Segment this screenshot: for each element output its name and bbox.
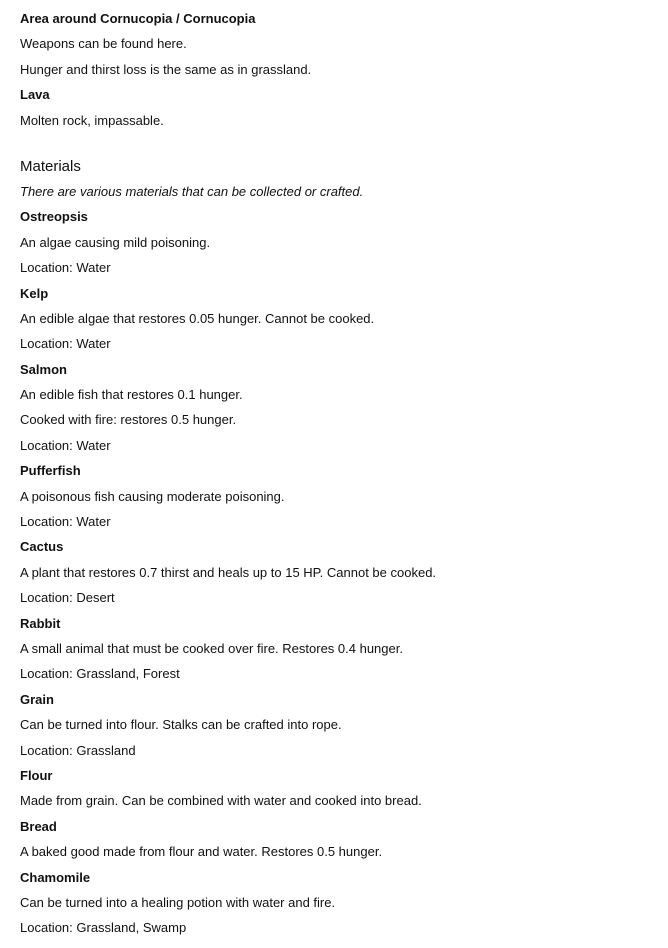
material-title: Pufferfish — [20, 463, 81, 479]
material-title: Ostreopsis — [20, 209, 88, 225]
section-spacer — [20, 137, 668, 157]
material-text: Can be turned into a healing potion with water and fire. — [20, 894, 336, 910]
material-text: Made from grain. Can be combined with water and cooked into bread. — [20, 793, 422, 809]
material-text: A poisonous fish causing moderate poisoning. — [20, 488, 285, 504]
material-entry-kelp — [20, 285, 668, 361]
material-entry-cactus — [20, 538, 668, 614]
material-location: Location: Grassland — [20, 742, 136, 758]
material-location: Location: Desert — [20, 590, 115, 606]
material-location: Location: Grassland, Swamp — [20, 920, 187, 936]
material-entry-pufferfish — [20, 462, 668, 538]
section-heading: Materials — [20, 157, 81, 175]
material-location: Location: Water — [20, 437, 111, 453]
material-entry-salmon — [20, 361, 668, 463]
material-title: Cactus — [20, 539, 64, 555]
material-text: An edible algae that restores 0.05 hunger. Cannot be cooked. — [20, 310, 375, 326]
material-title: Rabbit — [20, 615, 61, 631]
material-entry-chamomile — [20, 869, 668, 945]
material-title: Flour — [20, 767, 53, 783]
material-location: Location: Water — [20, 336, 111, 352]
terrain-entry-cornucopia — [20, 10, 668, 86]
material-text: An edible fish that restores 0.1 hunger. — [20, 387, 243, 403]
material-entry-flour — [20, 767, 668, 818]
material-text: A small animal that must be cooked over fire. Restores 0.4 hunger. — [20, 640, 403, 656]
entry-text: Weapons can be found here. — [20, 36, 187, 52]
section-intro: There are various materials that can be collected or crafted. — [20, 183, 364, 199]
material-title: Kelp — [20, 285, 49, 301]
material-text: A baked good made from flour and water. Restores 0.5 hunger. — [20, 844, 383, 860]
material-text: Cooked with fire: restores 0.5 hunger. — [20, 412, 237, 428]
materials-section — [20, 157, 668, 945]
material-entry-grain — [20, 691, 668, 767]
material-location: Location: Water — [20, 514, 111, 530]
entry-text: Hunger and thirst loss is the same as in grassland. — [20, 61, 312, 77]
entry-text: Molten rock, impassable. — [20, 112, 164, 128]
entry-title: Area around Cornucopia / Cornucopia — [20, 11, 256, 26]
material-title: Bread — [20, 818, 57, 834]
material-location: Location: Grassland, Forest — [20, 666, 180, 682]
material-text: A plant that restores 0.7 thirst and heals up to 15 HP. Cannot be cooked. — [20, 564, 437, 580]
terrain-entry-lava — [20, 86, 668, 137]
material-text: An algae causing mild poisoning. — [20, 234, 211, 250]
entry-title: Lava — [20, 87, 50, 103]
material-location: Location: Water — [20, 260, 111, 276]
material-entry-rabbit — [20, 615, 668, 691]
material-text: Can be turned into flour. Stalks can be crafted into rope. — [20, 717, 342, 733]
material-title: Chamomile — [20, 869, 91, 885]
material-title: Salmon — [20, 361, 67, 377]
material-title: Grain — [20, 691, 54, 707]
material-entry-ostreopsis — [20, 208, 668, 284]
material-entry-bread — [20, 818, 668, 869]
